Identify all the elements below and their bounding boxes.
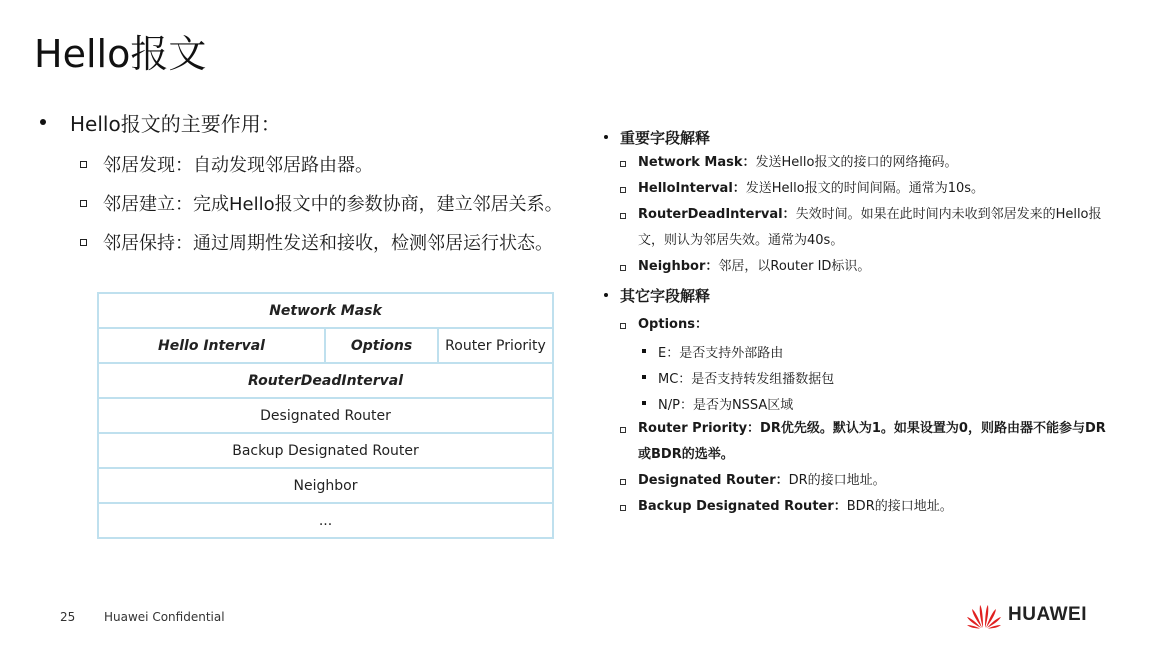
list-item-text: Neighbor：邻居，以Router ID标识。	[638, 259, 871, 274]
sub-list-item	[642, 364, 1140, 390]
field-neighbor: Neighbor	[98, 468, 553, 503]
confidential-label: Huawei Confidential	[104, 610, 225, 624]
brand-name: HUAWEI	[1008, 604, 1087, 625]
important-heading: 重要字段解释	[620, 128, 711, 147]
bullet-icon	[40, 119, 46, 125]
page-number: 25	[60, 610, 76, 624]
page-title: Hello报文	[34, 32, 207, 76]
sub-list-item	[642, 338, 1140, 364]
list-item-text: Designated Router：DR的接口地址。	[638, 473, 886, 488]
bullet-icon	[642, 401, 646, 405]
list-item	[80, 229, 598, 255]
square-bullet-icon	[620, 265, 626, 271]
purpose-heading: Hello报文的主要作用：	[70, 111, 281, 136]
important-heading-row	[600, 124, 1140, 150]
list-item-text: HelloInterval：发送Hello报文的时间间隔。通常为10s。	[638, 181, 985, 196]
list-item	[620, 254, 1140, 280]
list-item-text: Backup Designated Router：BDR的接口地址。	[638, 499, 953, 514]
square-bullet-icon	[80, 200, 87, 207]
field-network-mask: Network Mask	[98, 293, 553, 328]
list-item	[620, 312, 1140, 338]
square-bullet-icon	[620, 479, 626, 485]
square-bullet-icon	[620, 505, 626, 511]
list-item	[80, 151, 598, 177]
other-heading-row	[600, 282, 1140, 308]
sub-list-item	[642, 390, 1140, 416]
list-item-text: 邻居发现：自动发现邻居路由器。	[103, 155, 373, 176]
hello-packet-format-table	[97, 292, 554, 539]
square-bullet-icon	[80, 239, 87, 246]
square-bullet-icon	[80, 161, 87, 168]
huawei-flower-icon	[966, 601, 1002, 629]
purpose-heading-row	[38, 106, 598, 138]
list-item-text: 邻居建立：完成Hello报文中的参数协商，建立邻居关系。	[103, 194, 563, 215]
field-more: ...	[98, 503, 553, 538]
huawei-logo	[966, 601, 1087, 629]
bullet-icon	[604, 135, 608, 139]
square-bullet-icon	[620, 213, 626, 219]
bullet-icon	[642, 375, 646, 379]
bullet-icon	[642, 349, 646, 353]
square-bullet-icon	[620, 161, 626, 167]
options-label: Options：	[638, 317, 708, 332]
list-item	[620, 468, 1140, 494]
field-explanations	[600, 124, 1140, 520]
list-item-text: 邻居保持：通过周期性发送和接收，检测邻居运行状态。	[103, 233, 553, 254]
field-router-priority: Router Priority	[438, 328, 553, 363]
list-item	[620, 176, 1140, 202]
square-bullet-icon	[620, 323, 626, 329]
sub-list-item-text: E：是否支持外部路由	[658, 345, 784, 361]
field-hello-interval: Hello Interval	[98, 328, 325, 363]
other-heading: 其它字段解释	[620, 286, 711, 305]
square-bullet-icon	[620, 427, 626, 433]
list-item-text: Router Priority：DR优先级。默认为1。如果设置为0，则路由器不能参与DR或BDR的选举。	[638, 421, 1106, 462]
field-bdr: Backup Designated Router	[98, 433, 553, 468]
list-item	[620, 494, 1140, 520]
purpose-list	[38, 106, 598, 255]
list-item	[80, 190, 598, 216]
list-item-text: Network Mask：发送Hello报文的接口的网络掩码。	[638, 155, 958, 170]
list-item	[620, 150, 1140, 176]
field-options: Options	[325, 328, 438, 363]
sub-list-item-text: MC：是否支持转发组播数据包	[658, 371, 835, 387]
bullet-icon	[604, 293, 608, 297]
sub-list-item-text: N/P：是否为NSSA区域	[658, 397, 794, 413]
list-item	[620, 416, 1140, 468]
field-dr: Designated Router	[98, 398, 553, 433]
square-bullet-icon	[620, 187, 626, 193]
list-item-text: RouterDeadInterval：失效时间。如果在此时间内未收到邻居发来的Hello报文，则认为邻居失效。通常为40s。	[638, 207, 1102, 248]
field-dead-interval: RouterDeadInterval	[98, 363, 553, 398]
list-item	[620, 202, 1140, 254]
